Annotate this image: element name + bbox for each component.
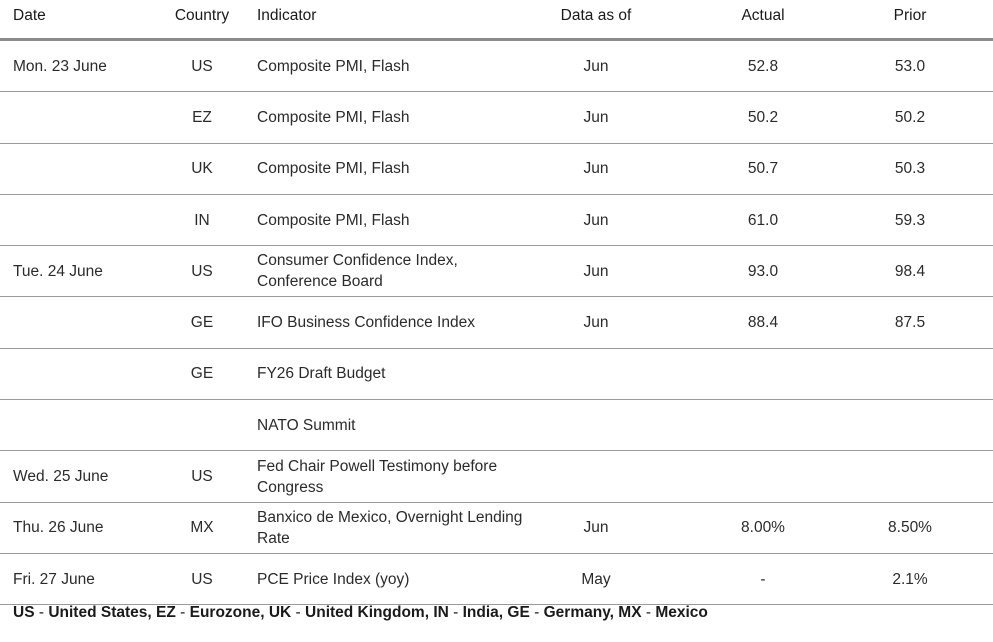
table-row <box>0 246 993 297</box>
cell-indicator: IFO Business Confidence Index <box>257 314 475 332</box>
cell-indicator: Banxico de Mexico, Overnight Lending Rate <box>257 508 523 547</box>
cell-prior: 53.0 <box>894 57 926 75</box>
header-country: Country <box>174 7 230 24</box>
cell-date: Wed. 25 June <box>13 468 109 486</box>
cell-country: GE <box>190 365 214 383</box>
cell-prior: 8.50% <box>888 519 932 537</box>
cell-indicator: PCE Price Index (yoy) <box>257 570 410 588</box>
cell-country: IN <box>194 211 210 229</box>
header-data-as-of: Data as of <box>560 7 632 24</box>
cell-indicator: Composite PMI, Flash <box>257 57 410 75</box>
table-header <box>0 0 993 41</box>
table-row <box>0 400 993 451</box>
legend-code: IN <box>433 604 449 621</box>
header-actual: Actual <box>741 7 785 24</box>
cell-country: MX <box>190 519 214 537</box>
cell-prior: 50.2 <box>894 108 926 126</box>
country-legend-footnote: US - United States, EZ - Eurozone, UK - United Kingdom, IN - India, GE - Germany, MX - Mexico <box>13 604 708 621</box>
table-row <box>0 92 993 143</box>
cell-prior: 50.3 <box>894 160 926 178</box>
cell-data-as-of: Jun <box>583 57 609 75</box>
table-row <box>0 503 993 554</box>
cell-actual: 8.00% <box>741 519 785 537</box>
cell-data-as-of: Jun <box>583 519 609 537</box>
legend-code: UK <box>268 604 292 621</box>
cell-data-as-of: Jun <box>583 108 609 126</box>
cell-actual: 50.7 <box>747 160 779 178</box>
cell-date: Mon. 23 June <box>13 57 107 75</box>
cell-date <box>13 92 163 142</box>
cell-indicator: FY26 Draft Budget <box>257 365 386 383</box>
legend-code: GE <box>507 604 530 621</box>
legend-code: MX <box>618 604 642 621</box>
cell-date <box>13 144 163 194</box>
cell-actual: 61.0 <box>747 211 779 229</box>
cell-indicator: Consumer Confidence Index, Conference Board <box>257 252 458 291</box>
legend-name: United Kingdom <box>305 604 425 621</box>
table-body <box>0 41 993 605</box>
cell-prior: 2.1% <box>892 570 928 588</box>
cell-indicator: Composite PMI, Flash <box>257 108 410 126</box>
header-indicator: Indicator <box>257 7 317 24</box>
cell-date: Thu. 26 June <box>13 519 104 537</box>
header-prior: Prior <box>893 7 927 24</box>
cell-data-as-of: Jun <box>583 160 609 178</box>
cell-actual: 93.0 <box>747 262 779 280</box>
cell-date <box>13 297 163 347</box>
cell-country: GE <box>190 314 214 332</box>
cell-prior: 87.5 <box>894 314 926 332</box>
cell-data-as-of: Jun <box>583 314 609 332</box>
cell-data-as-of: Jun <box>583 262 609 280</box>
cell-data-as-of: Jun <box>583 211 609 229</box>
cell-date <box>13 349 163 399</box>
table-row <box>0 297 993 348</box>
cell-actual <box>703 451 823 501</box>
cell-data-as-of <box>536 451 656 501</box>
legend-code: EZ <box>156 604 176 621</box>
cell-prior: 59.3 <box>894 211 926 229</box>
cell-country: UK <box>191 160 213 178</box>
cell-prior <box>850 400 970 450</box>
cell-indicator: Composite PMI, Flash <box>257 211 410 229</box>
cell-data-as-of <box>536 400 656 450</box>
cell-indicator: Composite PMI, Flash <box>257 160 410 178</box>
cell-date <box>13 195 163 245</box>
cell-prior <box>850 349 970 399</box>
cell-actual <box>703 349 823 399</box>
cell-prior <box>850 451 970 501</box>
legend-name: Eurozone <box>189 604 261 621</box>
legend-name: India <box>462 604 499 621</box>
cell-actual <box>703 400 823 450</box>
cell-country: US <box>191 468 213 486</box>
table-row <box>0 41 993 92</box>
table-row <box>0 554 993 605</box>
cell-data-as-of <box>536 349 656 399</box>
cell-date <box>13 400 163 450</box>
table-row <box>0 195 993 246</box>
cell-actual: 52.8 <box>747 57 779 75</box>
table-row <box>0 349 993 400</box>
legend-name: United States <box>48 604 148 621</box>
cell-country <box>168 400 236 450</box>
cell-indicator: NATO Summit <box>257 416 356 434</box>
table-row <box>0 144 993 195</box>
cell-country: US <box>191 57 213 75</box>
cell-date: Fri. 27 June <box>13 570 95 588</box>
legend-name: Germany <box>543 604 610 621</box>
legend-name: Mexico <box>655 604 708 621</box>
table-row <box>0 451 993 502</box>
cell-actual: - <box>760 570 766 588</box>
header-date: Date <box>13 7 46 24</box>
legend-code: US <box>13 604 35 621</box>
cell-indicator: Fed Chair Powell Testimony before Congress <box>257 457 498 496</box>
cell-actual: 50.2 <box>747 108 779 126</box>
cell-date: Tue. 24 June <box>13 262 103 280</box>
cell-country: EZ <box>192 108 212 126</box>
cell-prior: 98.4 <box>894 262 926 280</box>
cell-actual: 88.4 <box>747 314 779 332</box>
cell-country: US <box>191 262 213 280</box>
cell-country: US <box>191 570 213 588</box>
cell-data-as-of: May <box>581 570 611 588</box>
